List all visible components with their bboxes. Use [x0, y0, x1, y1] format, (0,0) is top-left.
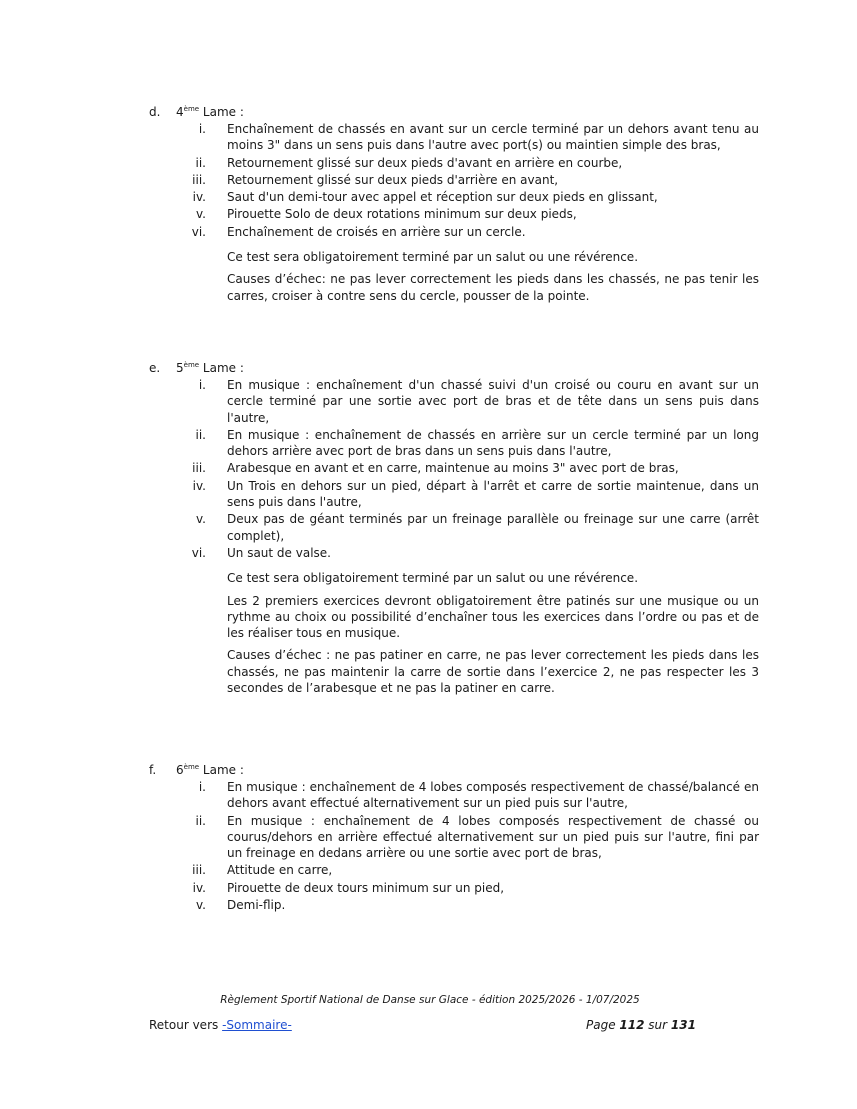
- item-numeral: v.: [196, 898, 206, 913]
- section-letter: d.: [149, 105, 161, 119]
- list-item: [149, 224, 759, 240]
- item-text: Enchaînement de chassés en avant sur un cercle terminé par un dehors avant tenu au moins 3" dans un sens puis dans l'autre avec port(s) ou maintien simple des bras,: [227, 122, 759, 153]
- item-text: Saut d'un demi-tour avec appel et réception sur deux pieds en glissant,: [227, 190, 658, 205]
- list-item: [149, 206, 759, 222]
- item-numeral: ii.: [195, 813, 206, 828]
- footer-document-title: Règlement Sportif National de Danse sur Glace - édition 2025/2026 - 1/07/2025: [220, 994, 640, 1006]
- section-heading: [149, 360, 759, 377]
- list-item: [149, 121, 759, 154]
- item-numeral: v.: [196, 512, 206, 527]
- section-note: Ce test sera obligatoirement terminé par un salut ou une révérence.: [227, 250, 639, 265]
- sommaire-link[interactable]: -Sommaire-: [222, 1018, 292, 1032]
- failure-causes-note: Causes d’échec: ne pas lever correctement les pieds dans les chassés, ne pas tenir les carres, croiser à contre sens du cercle, pousser de la pointe.: [227, 272, 759, 303]
- item-numeral: v.: [196, 207, 206, 222]
- section-d: [149, 104, 759, 304]
- back-prefix: Retour vers: [149, 1018, 223, 1032]
- item-text: En musique : enchaînement de chassés en arrière sur un cercle terminé par un long dehors arrière avec port de bras dans un sens puis dans l'autre,: [227, 427, 759, 459]
- page-prefix: Page: [586, 1018, 620, 1032]
- section-heading: [149, 104, 759, 121]
- item-text: Deux pas de géant terminés par un freinage parallèle ou freinage sur une carre (arrêt complet),: [227, 512, 759, 543]
- item-text: Enchaînement de croisés en arrière sur un cercle.: [227, 224, 526, 239]
- section-title: [176, 104, 244, 121]
- item-numeral: iii.: [192, 461, 206, 476]
- section-f: [149, 762, 759, 914]
- item-numeral: iv.: [192, 478, 206, 493]
- list-item: [149, 189, 759, 205]
- total-pages: 131: [670, 1018, 696, 1032]
- item-text: En musique : enchaînement d'un chassé suivi d'un croisé ou couru en avant sur un cercle terminé par une sortie avec port de bras et de tête dans un sens puis dans l'autre,: [227, 378, 759, 425]
- item-numeral: i.: [198, 378, 206, 392]
- list-item: [149, 155, 759, 171]
- list-item: [149, 172, 759, 188]
- item-text: Arabesque en avant et en carre, maintenue au moins 3" avec port de bras,: [227, 461, 679, 476]
- item-numeral: vi.: [191, 224, 206, 239]
- list-item: [149, 813, 759, 862]
- section-e: [149, 360, 759, 696]
- item-numeral: iv.: [192, 880, 206, 895]
- page-separator: sur: [644, 1018, 671, 1032]
- item-text: Pirouette de deux tours minimum sur un pied,: [227, 880, 505, 895]
- item-numeral: iii.: [192, 172, 206, 187]
- ordinal-suffix: ème: [183, 105, 200, 113]
- list-item: [149, 880, 759, 896]
- item-numeral: i.: [198, 122, 206, 136]
- section-letter: e.: [149, 361, 161, 375]
- lame-number: 6: [176, 763, 184, 777]
- item-text: Retournement glissé sur deux pieds d'avant en arrière en courbe,: [227, 155, 623, 170]
- item-text: En musique : enchaînement de 4 lobes composés respectivement de chassé ou courus/dehors en arrière effectué alternativement sur un pied puis sur l'autre, fini par un freinage en dedans arrière ou une sortie avec port de bras,: [227, 813, 759, 861]
- item-numeral: iv.: [192, 190, 206, 205]
- section-title: [176, 360, 244, 377]
- failure-causes-note: Causes d’échec : ne pas patiner en carre, ne pas lever correctement les pieds dans les chassés, ne pas maintenir la carre de sortie dans l’exercice 2, ne pas respecter les 3 secondes de l’arabesque et ne pas la patiner en carre.: [227, 648, 759, 696]
- item-numeral: ii.: [195, 427, 206, 442]
- list-item: [149, 377, 759, 426]
- item-text: Pirouette Solo de deux rotations minimum sur deux pieds,: [227, 207, 577, 222]
- section-note: Ce test sera obligatoirement terminé par un salut ou une révérence.: [227, 571, 639, 586]
- list-item: [149, 427, 759, 460]
- section-letter: f.: [149, 763, 157, 777]
- list-item: [149, 545, 759, 561]
- item-text: Un Trois en dehors sur un pied, départ à l'arrêt et carre de sortie maintenue, dans un sens puis dans l'autre,: [227, 478, 759, 510]
- item-text: En musique : enchaînement de 4 lobes composés respectivement de chassé/balancé en dehors avant effectué alternativement sur un pied puis sur l'autre,: [227, 780, 759, 811]
- list-item: [149, 511, 759, 544]
- item-numeral: i.: [198, 780, 206, 794]
- page-number: [586, 1018, 696, 1032]
- item-numeral: vi.: [191, 545, 206, 560]
- list-item: [149, 779, 759, 812]
- ordinal-suffix: ème: [183, 361, 200, 369]
- lame-label: Lame :: [202, 105, 244, 119]
- item-text: Retournement glissé sur deux pieds d'arrière en avant,: [227, 172, 559, 187]
- current-page: 112: [619, 1018, 645, 1032]
- ordinal-suffix: ème: [183, 763, 200, 771]
- item-numeral: iii.: [192, 863, 206, 878]
- item-text: Un saut de valse.: [227, 545, 331, 560]
- music-requirement-note: Les 2 premiers exercices devront obligatoirement être patinés sur une musique ou un rythme au choix ou possibilité d’enchaîner tous les exercices dans l’ordre ou pas et de les réaliser tous en musique.: [227, 593, 759, 641]
- lame-number: 5: [176, 361, 184, 375]
- section-heading: [149, 762, 759, 779]
- list-item: [149, 862, 759, 878]
- list-item: [149, 478, 759, 511]
- item-text: Attitude en carre,: [227, 863, 333, 878]
- footer-back-link: [149, 1018, 292, 1032]
- lame-label: Lame :: [202, 763, 244, 777]
- list-item: [149, 460, 759, 476]
- section-title: [176, 762, 244, 779]
- list-item: [149, 897, 759, 913]
- item-numeral: ii.: [195, 155, 206, 170]
- lame-label: Lame :: [202, 361, 244, 375]
- lame-number: 4: [176, 105, 184, 119]
- item-text: Demi-flip.: [227, 898, 286, 913]
